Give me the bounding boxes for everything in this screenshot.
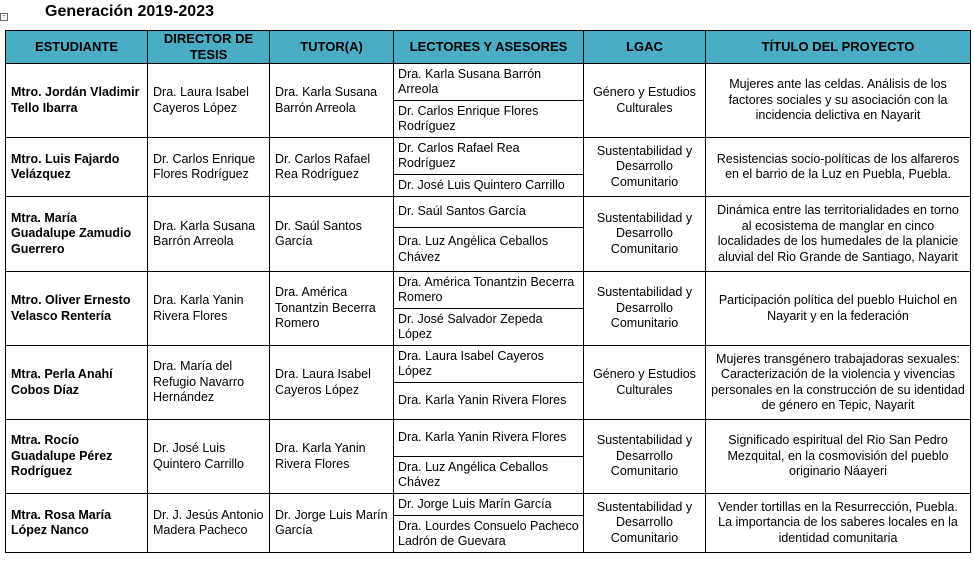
director-cell: Dr. J. Jesús Antonio Madera Pacheco — [148, 494, 270, 553]
reader-cell: Dra. Luz Angélica Ceballos Chávez — [394, 228, 584, 272]
lgac-cell: Género y Estudios Culturales — [584, 64, 706, 138]
reader-cell: Dra. Karla Susana Barrón Arreola — [394, 64, 584, 101]
tutor-cell: Dra. Karla Susana Barrón Arreola — [270, 64, 394, 138]
project-cell: Participación política del pueblo Huichol en Nayarit y en la federación — [706, 272, 971, 346]
reader-cell: Dra. Lourdes Consuelo Pacheco Ladrón de Guevara — [394, 516, 584, 553]
reader-cell: Dr. Carlos Enrique Flores Rodríguez — [394, 101, 584, 138]
tutor-cell: Dr. Jorge Luis Marín García — [270, 494, 394, 553]
reader-cell: Dr. José Salvador Zepeda López — [394, 309, 584, 346]
reader-cell: Dra. Karla Yanin Rivera Flores — [394, 383, 584, 420]
thesis-table — [5, 30, 971, 553]
table-row — [6, 346, 971, 383]
table-row — [6, 494, 971, 516]
header-lgac: LGAC — [584, 31, 706, 64]
table-row — [6, 138, 971, 175]
table-row — [6, 420, 971, 457]
reader-cell: Dr. Carlos Rafael Rea Rodríguez — [394, 138, 584, 175]
tutor-cell: Dra. América Tonantzin Becerra Romero — [270, 272, 394, 346]
table-anchor-icon[interactable]: + — [0, 13, 8, 21]
reader-cell: Dr. Saúl Santos García — [394, 197, 584, 228]
student-cell: Mtra. Rosa María López Nanco — [6, 494, 148, 553]
table-row — [6, 64, 971, 101]
director-cell: Dra. María del Refugio Navarro Hernández — [148, 346, 270, 420]
page-title: Generación 2019-2023 — [45, 3, 214, 20]
reader-cell: Dra. América Tonantzin Becerra Romero — [394, 272, 584, 309]
project-cell: Mujeres transgénero trabajadoras sexuales: Caracterización de la violencia y vivencias personales en la construcción de su identidad de género en Tepic, Nayarit — [706, 346, 971, 420]
director-cell: Dr. José Luis Quintero Carrillo — [148, 420, 270, 494]
reader-cell: Dr. José Luis Quintero Carrillo — [394, 175, 584, 197]
header-director: DIRECTOR DE TESIS — [148, 31, 270, 64]
student-cell: Mtro. Jordán Vladimir Tello Ibarra — [6, 64, 148, 138]
reader-cell: Dra. Luz Angélica Ceballos Chávez — [394, 457, 584, 494]
header-readers: LECTORES Y ASESORES — [394, 31, 584, 64]
table-row — [6, 272, 971, 309]
lgac-cell: Género y Estudios Culturales — [584, 346, 706, 420]
project-cell: Vender tortillas en la Resurrección, Puebla. La importancia de los saberes locales en la identidad comunitaria — [706, 494, 971, 553]
student-cell: Mtra. María Guadalupe Zamudio Guerrero — [6, 197, 148, 272]
header-tutor: TUTOR(A) — [270, 31, 394, 64]
director-cell: Dra. Karla Susana Barrón Arreola — [148, 197, 270, 272]
director-cell: Dra. Karla Yanin Rivera Flores — [148, 272, 270, 346]
reader-cell: Dra. Laura Isabel Cayeros López — [394, 346, 584, 383]
project-cell: Mujeres ante las celdas. Análisis de los factores sociales y su asociación con la incidencia delictiva en Nayarit — [706, 64, 971, 138]
director-cell: Dra. Laura Isabel Cayeros López — [148, 64, 270, 138]
lgac-cell: Sustentabilidad y Desarrollo Comunitario — [584, 272, 706, 346]
project-cell: Dinámica entre las territorialidades en torno al ecosistema de manglar en cinco localidades de los humedales de la planicie aluvial del Rio Grande de Santiago, Nayarit — [706, 197, 971, 272]
lgac-cell: Sustentabilidad y Desarrollo Comunitario — [584, 138, 706, 197]
tutor-cell: Dra. Karla Yanin Rivera Flores — [270, 420, 394, 494]
project-cell: Resistencias socio-políticas de los alfareros en el barrio de la Luz en Puebla, Puebla. — [706, 138, 971, 197]
student-cell: Mtro. Oliver Ernesto Velasco Rentería — [6, 272, 148, 346]
tutor-cell: Dr. Saúl Santos García — [270, 197, 394, 272]
reader-cell: Dr. Jorge Luis Marín García — [394, 494, 584, 516]
tutor-cell: Dra. Laura Isabel Cayeros López — [270, 346, 394, 420]
reader-cell: Dra. Karla Yanin Rivera Flores — [394, 420, 584, 457]
tutor-cell: Dr. Carlos Rafael Rea Rodríguez — [270, 138, 394, 197]
table-row — [6, 197, 971, 228]
director-cell: Dr. Carlos Enrique Flores Rodríguez — [148, 138, 270, 197]
lgac-cell: Sustentabilidad y Desarrollo Comunitario — [584, 420, 706, 494]
lgac-cell: Sustentabilidad y Desarrollo Comunitario — [584, 197, 706, 272]
student-cell: Mtra. Perla Anahí Cobos Díaz — [6, 346, 148, 420]
header-project: TÍTULO DEL PROYECTO — [706, 31, 971, 64]
project-cell: Significado espiritual del Rio San Pedro Mezquital, en la cosmovisión del pueblo originario Náayeri — [706, 420, 971, 494]
header-row — [6, 31, 971, 64]
student-cell: Mtra. Rocío Guadalupe Pérez Rodríguez — [6, 420, 148, 494]
student-cell: Mtro. Luis Fajardo Velázquez — [6, 138, 148, 197]
header-student: ESTUDIANTE — [6, 31, 148, 64]
lgac-cell: Sustentabilidad y Desarrollo Comunitario — [584, 494, 706, 553]
